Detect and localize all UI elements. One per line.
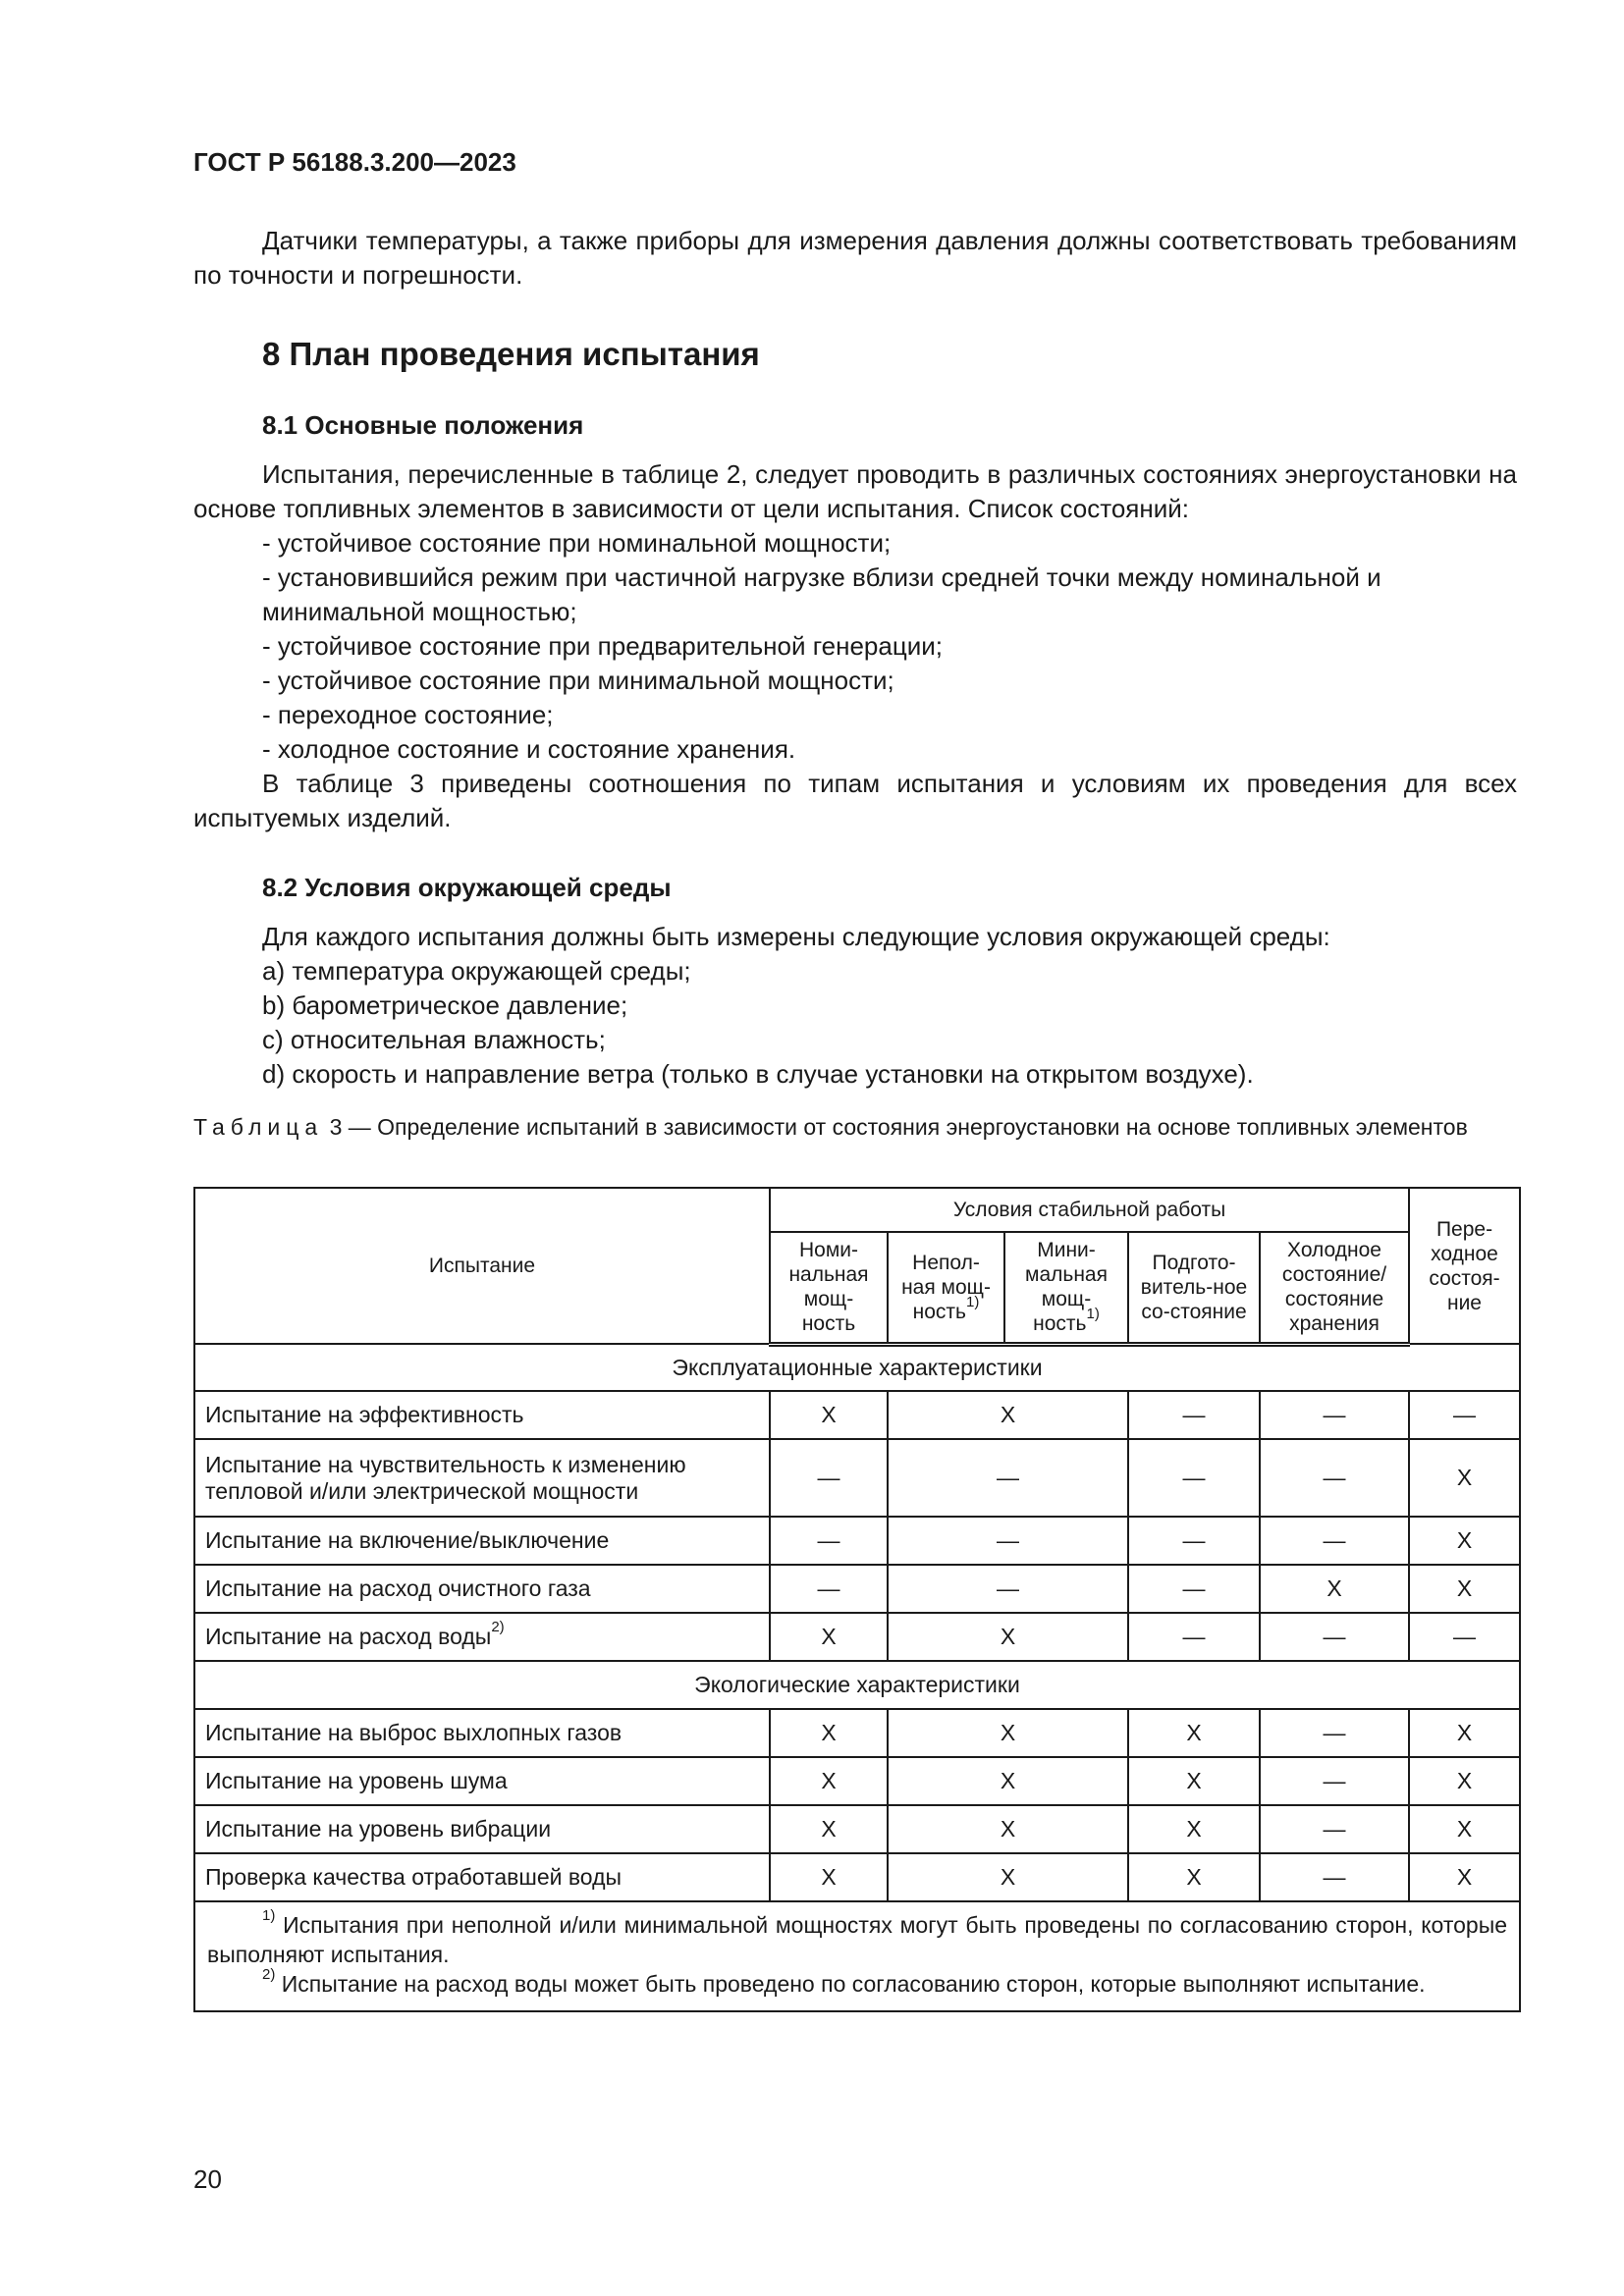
transient-cell: X: [1409, 1709, 1520, 1757]
footnote-2: [207, 1966, 1507, 1999]
section-8-2-paragraph: Для каждого испытания должны быть измерены следующие условия окружающей среды:: [262, 922, 1330, 951]
col-min-label: Мини-мальная мощ-ность: [1025, 1239, 1108, 1336]
transient-cell: X: [1409, 1757, 1520, 1805]
partial-min-cell: X: [888, 1853, 1128, 1901]
partial-min-cell: —: [888, 1439, 1128, 1517]
partial-min-cell: X: [888, 1709, 1128, 1757]
transient-cell: X: [1409, 1805, 1520, 1853]
col-test-header: Испытание: [194, 1188, 770, 1344]
table-row: [194, 1805, 1520, 1853]
group-row-ecological: [194, 1661, 1520, 1709]
col-partial-header: [888, 1232, 1004, 1344]
test-name: Испытание на расход очистного газа: [205, 1575, 591, 1601]
section-8-1-paragraph: Испытания, перечисленные в таблице 2, следует проводить в различных состояниях энергоустановки на основе топливных элементов в зависимости от цели испытания. Список состояний:: [193, 459, 1517, 523]
pregen-cell: —: [1128, 1391, 1260, 1439]
test-name-cell: [194, 1853, 770, 1901]
nominal-cell: —: [770, 1517, 888, 1565]
test-name: Испытание на расход воды: [205, 1624, 492, 1649]
cold-cell: —: [1260, 1517, 1409, 1565]
partial-min-cell: X: [888, 1391, 1128, 1439]
footnote-2-text: Испытание на расход воды может быть проведено по согласованию сторон, которые выполняют испытание.: [281, 1971, 1426, 1997]
nominal-cell: X: [770, 1853, 888, 1901]
test-name: Испытание на уровень вибрации: [205, 1816, 552, 1842]
intro-paragraph: [193, 224, 1517, 293]
table-3: [193, 1187, 1521, 2012]
nominal-cell: —: [770, 1439, 888, 1517]
cold-cell: —: [1260, 1853, 1409, 1901]
col-cold-header: Холодное состояние/ состояние хранения: [1260, 1232, 1409, 1344]
pregen-cell: —: [1128, 1439, 1260, 1517]
col-transient-header: Пере-ходное состоя-ние: [1409, 1188, 1520, 1344]
test-name-cell: [194, 1565, 770, 1613]
test-name: Проверка качества отработавшей воды: [205, 1864, 623, 1890]
test-name: Испытание на чувствительность к изменению тепловой и/или электрической мощности: [205, 1451, 686, 1504]
table-row: [194, 1757, 1520, 1805]
transient-cell: —: [1409, 1613, 1520, 1661]
table-row: [194, 1391, 1520, 1439]
footnote-mark: 2): [491, 1619, 505, 1636]
nominal-cell: X: [770, 1805, 888, 1853]
test-name-cell: [194, 1709, 770, 1757]
document-header: ГОСТ Р 56188.3.200—2023: [193, 147, 516, 177]
nominal-cell: X: [770, 1709, 888, 1757]
section-8-1-list: [193, 526, 1517, 767]
pregen-cell: —: [1128, 1517, 1260, 1565]
section-8-2-list: [193, 954, 1517, 1092]
cold-cell: —: [1260, 1757, 1409, 1805]
ecological-rows: [194, 1709, 1520, 1901]
nominal-cell: X: [770, 1613, 888, 1661]
list-item: - переходное состояние;: [262, 700, 554, 729]
transient-cell: X: [1409, 1517, 1520, 1565]
footnote-row: [194, 1901, 1520, 2011]
table-row: [194, 1853, 1520, 1901]
table-row: [194, 1517, 1520, 1565]
list-item: - устойчивое состояние при минимальной мощности;: [262, 666, 894, 695]
nominal-cell: X: [770, 1391, 888, 1439]
partial-min-cell: —: [888, 1565, 1128, 1613]
pregen-cell: —: [1128, 1613, 1260, 1661]
test-name: Испытание на уровень шума: [205, 1768, 508, 1793]
col-min-footnote-mark: 1): [1086, 1306, 1100, 1323]
cold-cell: —: [1260, 1613, 1409, 1661]
list-item: - установившийся режим при частичной нагрузке вблизи средней точки между номинальной и минимальной мощностью;: [262, 562, 1381, 626]
section-8-1-body: [193, 457, 1517, 835]
group-ecological-label: Экологические характеристики: [194, 1661, 1520, 1709]
test-name: Испытание на эффективность: [205, 1402, 524, 1427]
list-item: d) скорость и направление ветра (только в случае установки на открытом воздухе).: [262, 1059, 1254, 1089]
list-item: b) барометрическое давление;: [262, 990, 628, 1020]
group-row-operational: [194, 1344, 1520, 1391]
col-partial-footnote-mark: 1): [966, 1293, 980, 1310]
table-caption: [193, 1113, 1517, 1142]
section-8-title: 8 План проведения испытания: [262, 336, 760, 372]
list-item: - холодное состояние и состояние хранения.: [262, 734, 796, 764]
test-name-cell: [194, 1613, 770, 1661]
pregen-cell: X: [1128, 1853, 1260, 1901]
cold-cell: X: [1260, 1565, 1409, 1613]
operational-rows: [194, 1391, 1520, 1661]
table-row: [194, 1709, 1520, 1757]
pregen-cell: X: [1128, 1805, 1260, 1853]
table-row: [194, 1565, 1520, 1613]
test-name: Испытание на включение/выключение: [205, 1527, 610, 1553]
cold-cell: —: [1260, 1805, 1409, 1853]
col-stable-header: Условия стабильной работы: [770, 1188, 1409, 1232]
section-8-2-body: [193, 920, 1517, 1092]
test-name-cell: [194, 1805, 770, 1853]
test-name-cell: [194, 1757, 770, 1805]
partial-min-cell: —: [888, 1517, 1128, 1565]
table-caption-text: 3 — Определение испытаний в зависимости от состояния энергоустановки на основе топливных элементов: [329, 1114, 1468, 1140]
partial-min-cell: X: [888, 1613, 1128, 1661]
table-header-row-1: [194, 1188, 1520, 1232]
nominal-cell: X: [770, 1757, 888, 1805]
transient-cell: X: [1409, 1439, 1520, 1517]
section-8-1-title: 8.1 Основные положения: [262, 410, 584, 440]
table-caption-label: Таблица: [193, 1114, 324, 1140]
col-min-header: [1004, 1232, 1128, 1344]
section-8-2-title: 8.2 Условия окружающей среды: [262, 873, 672, 902]
transient-cell: X: [1409, 1853, 1520, 1901]
test-name-cell: [194, 1517, 770, 1565]
col-pregen-header: Подгото-витель-ное со-стояние: [1128, 1232, 1260, 1344]
col-partial-label: Непол-ная мощ-ность: [901, 1251, 991, 1323]
cold-cell: —: [1260, 1391, 1409, 1439]
list-item: c) относительная влажность;: [262, 1025, 606, 1054]
table-footnotes: [194, 1901, 1520, 2011]
col-nominal-header: Номи-нальная мощ-ность: [770, 1232, 888, 1344]
page-number: 20: [193, 2164, 222, 2194]
partial-min-cell: X: [888, 1805, 1128, 1853]
pregen-cell: —: [1128, 1565, 1260, 1613]
transient-cell: X: [1409, 1565, 1520, 1613]
pregen-cell: X: [1128, 1757, 1260, 1805]
group-operational-label: Эксплуатационные характеристики: [194, 1344, 1520, 1391]
list-item: a) температура окружающей среды;: [262, 956, 691, 986]
test-name: Испытание на выброс выхлопных газов: [205, 1720, 623, 1745]
footnote-1-mark: 1): [262, 1907, 276, 1925]
footnote-2-mark: 2): [262, 1966, 276, 1984]
transient-cell: —: [1409, 1391, 1520, 1439]
list-item: - устойчивое состояние при номинальной мощности;: [262, 528, 892, 558]
intro-text: Датчики температуры, а также приборы для измерения давления должны соответствовать требованиям по точности и погрешности.: [193, 226, 1517, 290]
pregen-cell: X: [1128, 1709, 1260, 1757]
table-row: [194, 1439, 1520, 1517]
list-item: - устойчивое состояние при предварительной генерации;: [262, 631, 944, 661]
table-row: [194, 1613, 1520, 1661]
section-8-1-after: В таблице 3 приведены соотношения по типам испытания и условиям их проведения для всех испытуемых изделий.: [193, 769, 1517, 832]
cold-cell: —: [1260, 1439, 1409, 1517]
test-name-cell: [194, 1391, 770, 1439]
nominal-cell: —: [770, 1565, 888, 1613]
footnote-1-text: Испытания при неполной и/или минимальной мощностях могут быть проведены по согласованию сторон, которые выполняют испытания.: [207, 1912, 1508, 1967]
partial-min-cell: X: [888, 1757, 1128, 1805]
cold-cell: —: [1260, 1709, 1409, 1757]
footnote-1: [207, 1907, 1508, 1969]
test-name-cell: [194, 1439, 770, 1517]
